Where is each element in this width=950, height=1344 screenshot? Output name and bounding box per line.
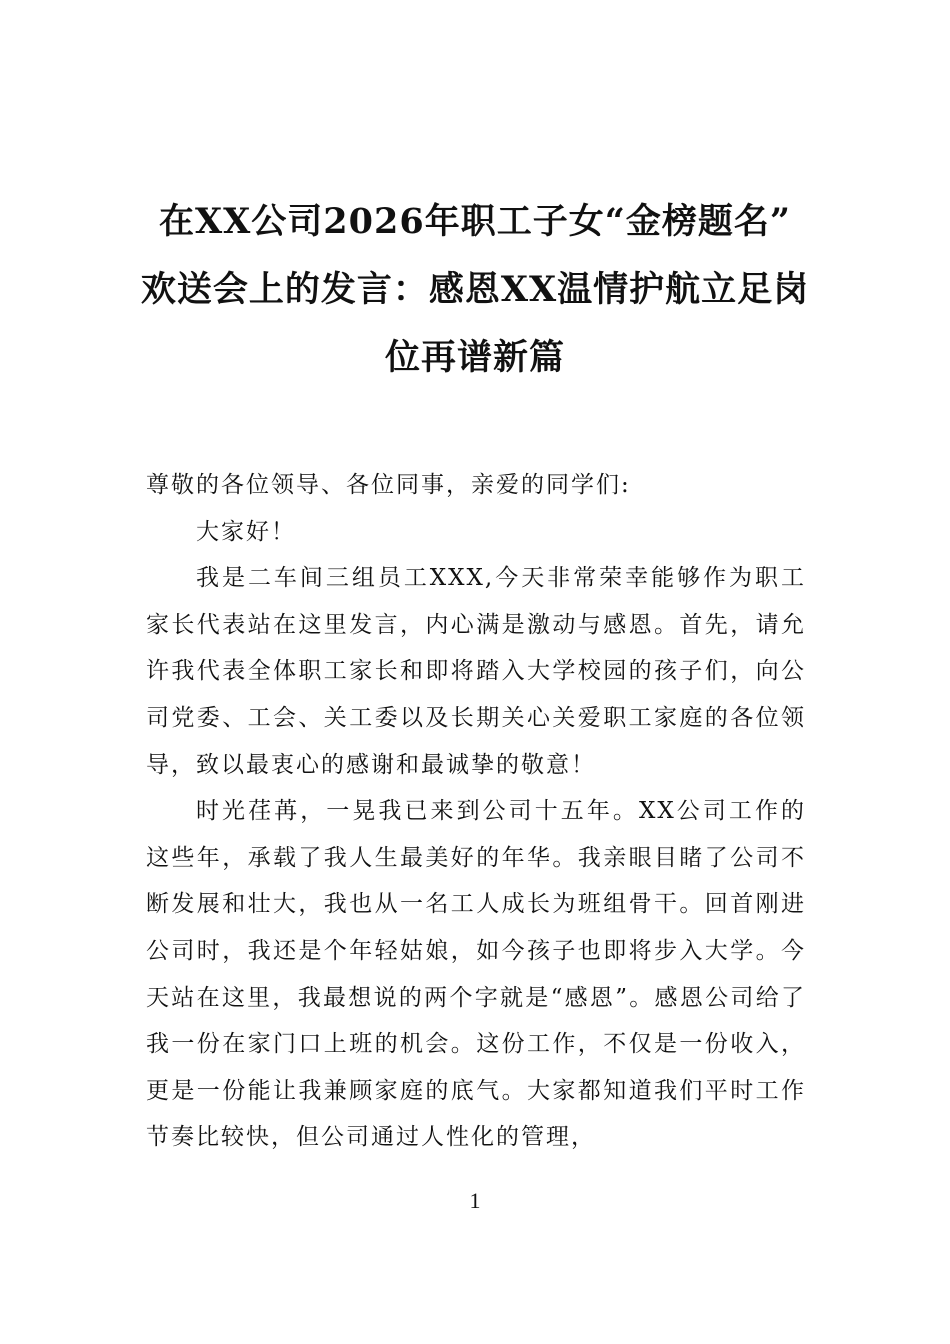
title-line-1: 在XX公司2026年职工子女“金榜题名” [159,201,791,242]
title-line-2: 欢送会上的发言：感恩XX温情护航立足岗 [140,269,810,310]
salutation: 尊敬的各位领导、各位同事，亲爱的同学们: [146,472,631,498]
paragraph-gratitude: 时光荏苒，一晃我已来到公司十五年。XX公司工作的这些年，承载了我人生最美好的年华。我亲眼目睹了公司不断发展和壮大，我也从一名工人成长为班组骨干。回首刚进公司时，我还是个年轻姑娘，如今孩子也即将步入大学。今天站在这里，我最想说的两个字就是“感恩”。感恩公司给了我一份在家门口上班的机会。这份工作，不仅是一份收入，更是一份能让我兼顾家庭的底气。大家都知道我们平时工作节奏比较快，但公司通过人性化的管理， [146,798,806,1151]
paragraph-greeting: 大家好！ [196,518,296,545]
document-body [146,462,806,1161]
document-title [130,188,820,392]
title-line-3: 位再谱新篇 [384,337,565,378]
page-number: 1 [469,1188,481,1213]
paragraph-introduction: 我是二车间三组员工XXX,今天非常荣幸能够作为职工家长代表站在这里发言，内心满是激动与感恩。首先，请允许我代表全体职工家长和即将踏入大学校园的孩子们，向公司党委、工会、关工委以及长期关心关爱职工家庭的各位领导，致以最衷心的感谢和最诚挚的敬意！ [146,565,806,778]
